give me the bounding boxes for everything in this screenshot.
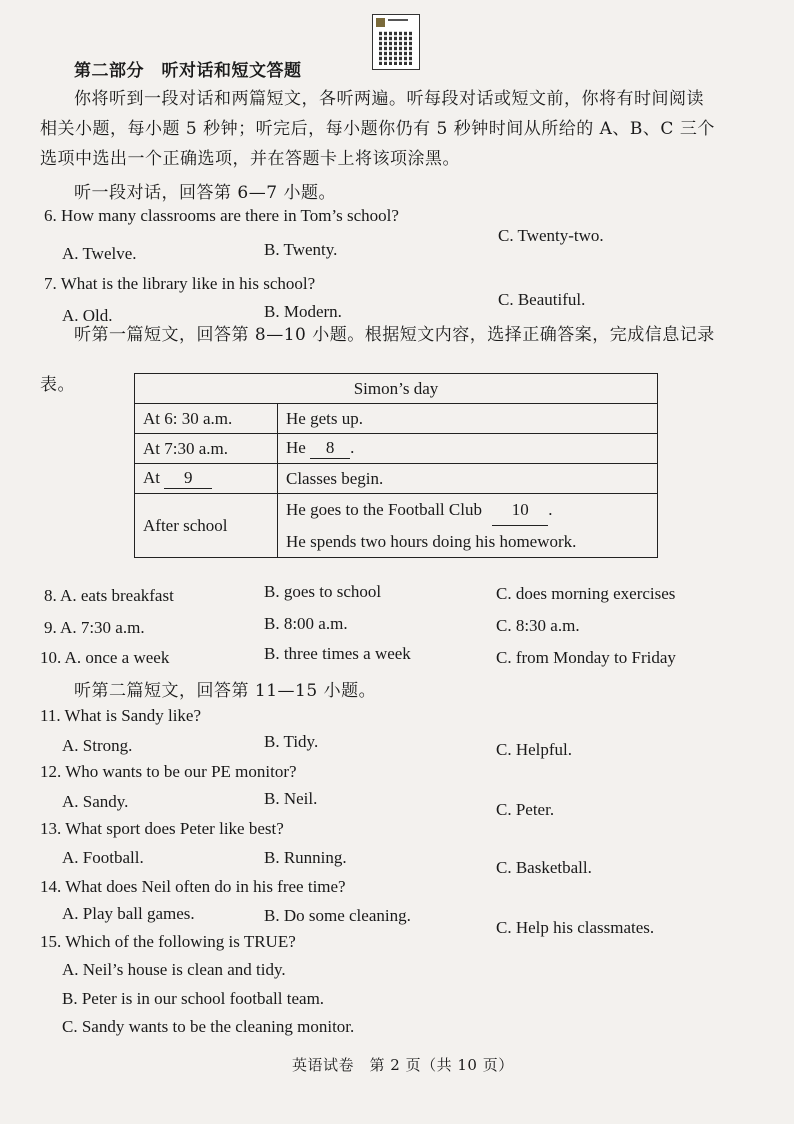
question-13-option-c[interactable]: C. Basketball. bbox=[496, 858, 592, 877]
part3-instruction: 听第二篇短文，回答第 11—15 小题。 bbox=[74, 681, 377, 701]
question-10-option-b[interactable]: B. three times a week bbox=[264, 644, 411, 663]
blank-8: 8 bbox=[310, 438, 350, 459]
question-11-option-a[interactable]: A. Strong. bbox=[62, 736, 133, 755]
qr-code-icon bbox=[372, 14, 420, 70]
question-6-stem: 6. How many classrooms are there in Tom’s school? bbox=[44, 206, 399, 225]
instruction-line-2: 相关小题，每小题 5 秒钟；听完后，每小题你仍有 5 秒钟时间从所给的 A、B、C 三个 bbox=[40, 119, 715, 139]
table-time-cell: At 6: 30 a.m. bbox=[135, 404, 278, 434]
question-14-stem: 14. What does Neil often do in his free time? bbox=[40, 877, 346, 896]
question-7-option-b[interactable]: B. Modern. bbox=[264, 302, 342, 321]
section-title: 第二部分 听对话和短文答题 bbox=[74, 61, 302, 81]
table-activity-cell: He goes to the Football Club 10 . He spends two hours doing his homework. bbox=[278, 494, 658, 558]
question-15-stem: 15. Which of the following is TRUE? bbox=[40, 932, 296, 951]
simons-day-table bbox=[134, 373, 658, 558]
question-13-option-b[interactable]: B. Running. bbox=[264, 848, 347, 867]
question-12-option-a[interactable]: A. Sandy. bbox=[62, 792, 129, 811]
question-15-option-a[interactable]: A. Neil’s house is clean and tidy. bbox=[62, 960, 286, 979]
question-11-option-c[interactable]: C. Helpful. bbox=[496, 740, 573, 759]
question-15-option-b[interactable]: B. Peter is in our school football team. bbox=[62, 989, 325, 1008]
part2-instruction-line-2: 表。 bbox=[40, 375, 75, 395]
question-7-option-a[interactable]: A. Old. bbox=[62, 306, 113, 325]
question-9-option-c[interactable]: C. 8:30 a.m. bbox=[496, 616, 580, 635]
question-10-option-c[interactable]: C. from Monday to Friday bbox=[496, 648, 676, 667]
question-8-option-a[interactable]: 8. A. eats breakfast bbox=[44, 586, 174, 605]
table-activity-cell: Classes begin. bbox=[278, 464, 658, 494]
question-14-option-b[interactable]: B. Do some cleaning. bbox=[264, 906, 411, 925]
question-14-option-a[interactable]: A. Play ball games. bbox=[62, 904, 195, 923]
question-7-option-c[interactable]: C. Beautiful. bbox=[498, 290, 586, 309]
question-13-stem: 13. What sport does Peter like best? bbox=[40, 819, 284, 838]
question-6-option-b[interactable]: B. Twenty. bbox=[264, 240, 338, 259]
table-row bbox=[135, 494, 658, 558]
part1-instruction: 听一段对话，回答第 6—7 小题。 bbox=[74, 183, 336, 203]
instruction-line-3: 选项中选出一个正确选项，并在答题卡上将该项涂黑。 bbox=[40, 149, 460, 169]
question-6-option-c[interactable]: C. Twenty-two. bbox=[498, 226, 604, 245]
question-12-option-c[interactable]: C. Peter. bbox=[496, 800, 555, 819]
logo-icon bbox=[376, 18, 385, 27]
table-time-cell: At 7:30 a.m. bbox=[135, 434, 278, 464]
table-activity-cell: He 8 . bbox=[278, 434, 658, 464]
question-7-stem: 7. What is the library like in his school? bbox=[44, 274, 316, 293]
question-8-option-b[interactable]: B. goes to school bbox=[264, 582, 382, 601]
question-15-option-c[interactable]: C. Sandy wants to be the cleaning monitor. bbox=[62, 1017, 355, 1036]
question-13-option-a[interactable]: A. Football. bbox=[62, 848, 144, 867]
instruction-line-1: 你将听到一段对话和两篇短文，各听两遍。听每段对话或短文前，你将有时间阅读 bbox=[74, 89, 704, 109]
question-9-option-a[interactable]: 9. A. 7:30 a.m. bbox=[44, 618, 145, 637]
table-time-cell: At 9 bbox=[135, 464, 278, 494]
table-time-cell: After school bbox=[135, 494, 278, 558]
question-14-option-c[interactable]: C. Help his classmates. bbox=[496, 918, 655, 937]
blank-9: 9 bbox=[164, 468, 212, 489]
table-title-row bbox=[135, 374, 658, 404]
question-9-option-b[interactable]: B. 8:00 a.m. bbox=[264, 614, 348, 633]
table-row bbox=[135, 464, 658, 494]
page-footer: 英语试卷 第 2 页（共 10 页） bbox=[292, 1056, 514, 1074]
table-title: Simon’s day bbox=[135, 374, 658, 404]
question-12-option-b[interactable]: B. Neil. bbox=[264, 789, 318, 808]
table-row bbox=[135, 434, 658, 464]
blank-10: 10 bbox=[492, 494, 548, 526]
question-6-option-a[interactable]: A. Twelve. bbox=[62, 244, 137, 263]
question-8-option-c[interactable]: C. does morning exercises bbox=[496, 584, 676, 603]
question-11-option-b[interactable]: B. Tidy. bbox=[264, 732, 319, 751]
question-11-stem: 11. What is Sandy like? bbox=[40, 706, 202, 725]
table-activity-cell: He gets up. bbox=[278, 404, 658, 434]
part2-instruction-line-1: 听第一篇短文，回答第 8—10 小题。根据短文内容，选择正确答案，完成信息记录 bbox=[74, 325, 715, 345]
table-row bbox=[135, 404, 658, 434]
question-12-stem: 12. Who wants to be our PE monitor? bbox=[40, 762, 297, 781]
question-10-option-a[interactable]: 10. A. once a week bbox=[40, 648, 170, 667]
